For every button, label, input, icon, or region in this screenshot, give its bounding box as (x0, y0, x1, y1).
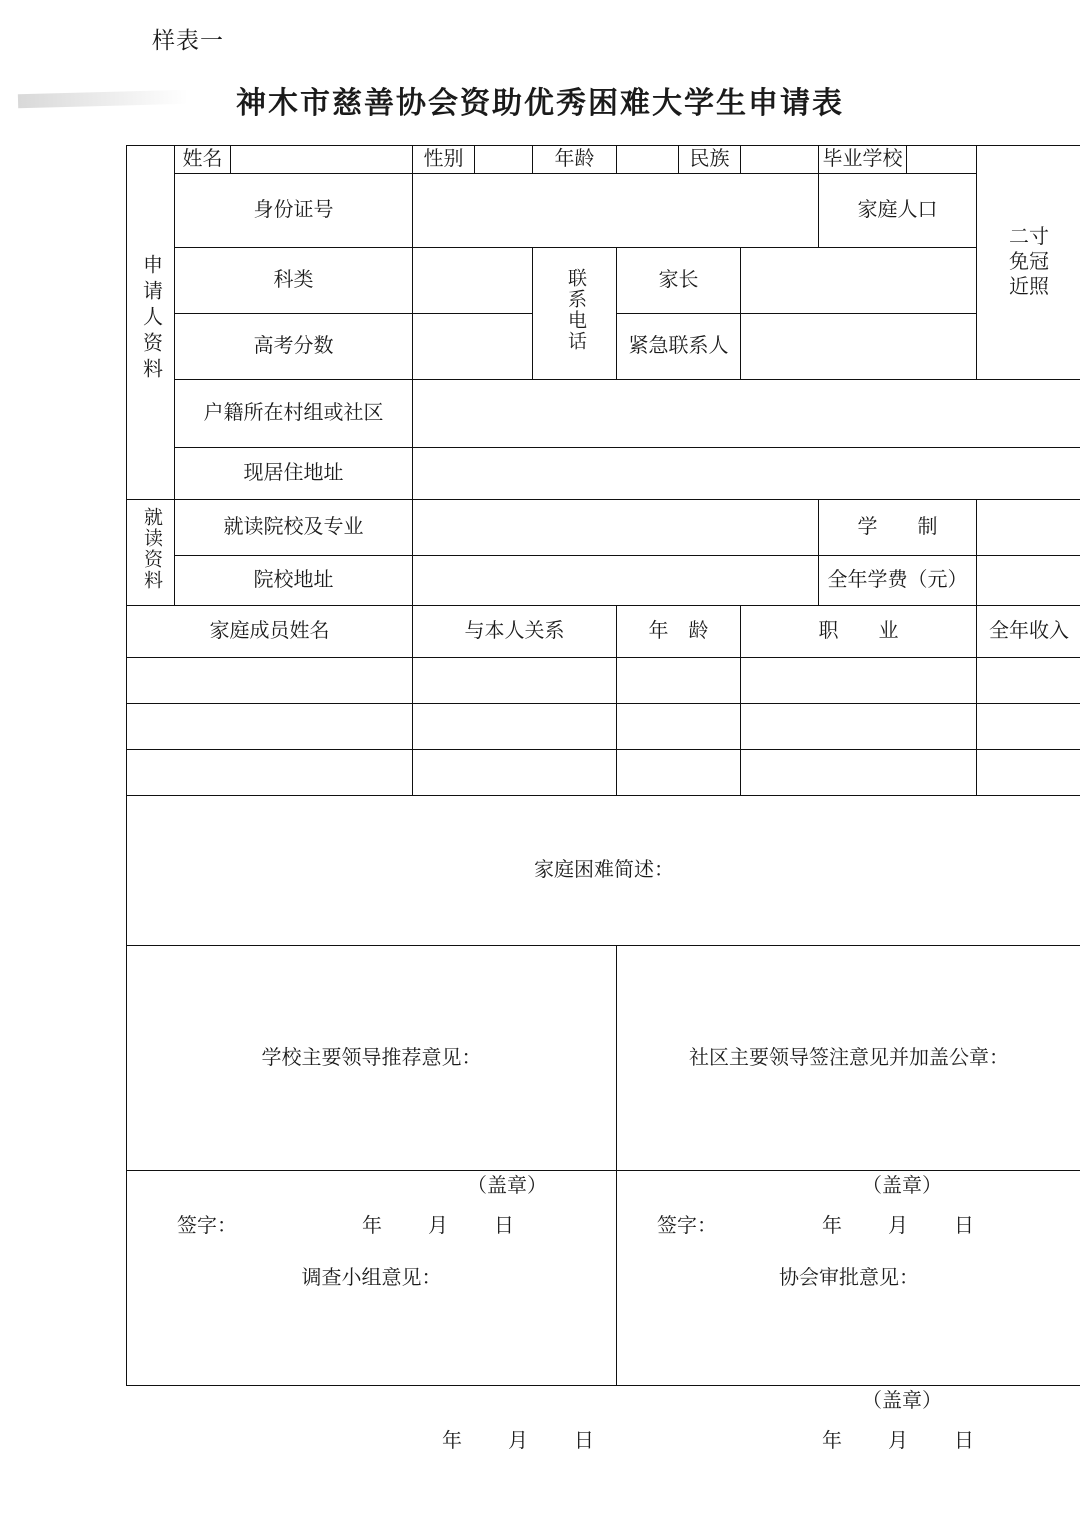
family-member-relation-header: 与本人关系 (413, 606, 617, 658)
family-table-row (127, 704, 1080, 750)
school-signature-label: 签字： (177, 1214, 237, 1237)
family-member-occupation-cell[interactable] (741, 704, 977, 750)
family-member-income-cell[interactable] (977, 704, 1080, 750)
graduated-school-input[interactable] (907, 146, 977, 174)
family-member-income-cell[interactable] (977, 750, 1080, 796)
community-seal-text: （盖章） (862, 1174, 942, 1197)
applicant-section-side-label (127, 146, 175, 500)
association-seal-text: （盖章） (862, 1389, 942, 1412)
form-row-current-address (127, 448, 1080, 500)
name-input[interactable] (231, 146, 413, 174)
graduated-school-label: 毕业学校 (819, 146, 907, 174)
exam-score-input[interactable] (413, 314, 533, 380)
id-number-input[interactable] (413, 174, 819, 248)
family-member-relation-cell[interactable] (413, 704, 617, 750)
photo-label-line3: 近照 (1009, 276, 1049, 298)
name-label: 姓名 (175, 146, 231, 174)
family-member-age-cell[interactable] (617, 750, 741, 796)
household-village-input[interactable] (413, 380, 1080, 448)
school-date-line: 年 月 日 (362, 1214, 516, 1237)
family-member-age-cell[interactable] (617, 704, 741, 750)
page-title: 神木市慈善协会资助优秀困难大学生申请表 (236, 87, 844, 120)
school-system-label: 学 制 (819, 500, 977, 556)
subject-type-input[interactable] (413, 248, 533, 314)
id-number-label: 身份证号 (175, 174, 413, 248)
association-opinion-cell[interactable] (617, 1171, 1080, 1452)
family-member-income-header: 全年收入 (977, 606, 1080, 658)
study-section-side-label-text: 就读资料 (140, 506, 162, 591)
form-row-school-major (127, 500, 1080, 556)
application-form-table (126, 145, 1080, 1452)
sample-label: 样表一 (152, 28, 224, 53)
tuition-input[interactable] (977, 556, 1080, 606)
current-address-input[interactable] (413, 448, 1080, 500)
form-row-subject-type (127, 248, 1080, 314)
community-leader-opinion-cell[interactable] (617, 946, 1080, 1237)
exam-score-label: 高考分数 (175, 314, 413, 380)
family-member-name-header: 家庭成员姓名 (127, 606, 413, 658)
opinions-row-2 (127, 1171, 1080, 1386)
family-member-occupation-cell[interactable] (741, 750, 977, 796)
form-row-school-address (127, 556, 1080, 606)
gender-label: 性别 (413, 146, 475, 174)
hardship-label: 家庭困难简述： (534, 859, 674, 881)
family-table-header-row (127, 606, 1080, 658)
family-table-row (127, 750, 1080, 796)
photo-label-line2: 免冠 (1009, 251, 1049, 273)
family-member-occupation-header: 职 业 (741, 606, 977, 658)
form-row-id-number (127, 174, 1080, 248)
school-address-label: 院校地址 (175, 556, 413, 606)
hardship-cell[interactable] (127, 796, 1080, 946)
association-date-line: 年 月 日 (822, 1429, 976, 1452)
community-date-line: 年 月 日 (822, 1214, 976, 1237)
investigation-opinion-cell[interactable] (127, 1171, 617, 1452)
ethnicity-label: 民族 (679, 146, 741, 174)
family-member-occupation-cell[interactable] (741, 658, 977, 704)
age-label: 年龄 (533, 146, 617, 174)
school-major-label: 就读院校及专业 (175, 500, 413, 556)
parent-label: 家长 (617, 248, 741, 314)
school-major-input[interactable] (413, 500, 819, 556)
school-leader-opinion-cell[interactable] (127, 946, 617, 1237)
tuition-label: 全年学费（元） (819, 556, 977, 606)
form-row-household (127, 380, 1080, 448)
investigation-opinion-label: 调查小组意见： (301, 1266, 442, 1289)
household-village-label: 户籍所在村组或社区 (175, 380, 413, 448)
family-member-name-cell[interactable] (127, 658, 413, 704)
opinions-row-1 (127, 946, 1080, 1171)
photo-label-line1: 二寸 (1009, 226, 1049, 248)
age-input[interactable] (617, 146, 679, 174)
emergency-contact-input[interactable] (741, 314, 1080, 380)
applicant-section-side-label-text: 申请人资料 (139, 253, 162, 384)
family-member-income-cell[interactable] (977, 658, 1080, 704)
family-table-row (127, 658, 1080, 704)
subject-type-label: 科类 (175, 248, 413, 314)
family-member-age-cell[interactable] (617, 658, 741, 704)
school-seal-text: （盖章） (467, 1174, 547, 1197)
phone-label (533, 248, 617, 380)
school-system-input[interactable] (977, 500, 1080, 556)
form-row-basic-info (127, 146, 1080, 174)
investigation-date-line: 年 月 日 (442, 1429, 596, 1452)
ethnicity-input[interactable] (741, 146, 819, 174)
family-member-name-cell[interactable] (127, 750, 413, 796)
current-address-label: 现居住地址 (175, 448, 413, 500)
family-member-relation-cell[interactable] (413, 750, 617, 796)
family-population-label: 家庭人口 (819, 174, 977, 248)
school-address-input[interactable] (413, 556, 819, 606)
gender-input[interactable] (475, 146, 533, 174)
phone-label-text: 联系电话 (564, 267, 586, 352)
community-leader-opinion-label: 社区主要领导签注意见并加盖公章： (689, 1046, 1009, 1069)
association-opinion-label: 协会审批意见： (779, 1266, 919, 1289)
emergency-contact-label: 紧急联系人 (617, 314, 741, 380)
hardship-row (127, 796, 1080, 946)
family-member-name-cell[interactable] (127, 704, 413, 750)
school-leader-opinion-label: 学校主要领导推荐意见： (261, 1046, 482, 1069)
community-signature-label: 签字： (657, 1214, 717, 1237)
family-member-relation-cell[interactable] (413, 658, 617, 704)
family-member-age-header: 年 龄 (617, 606, 741, 658)
study-section-side-label (127, 500, 175, 606)
